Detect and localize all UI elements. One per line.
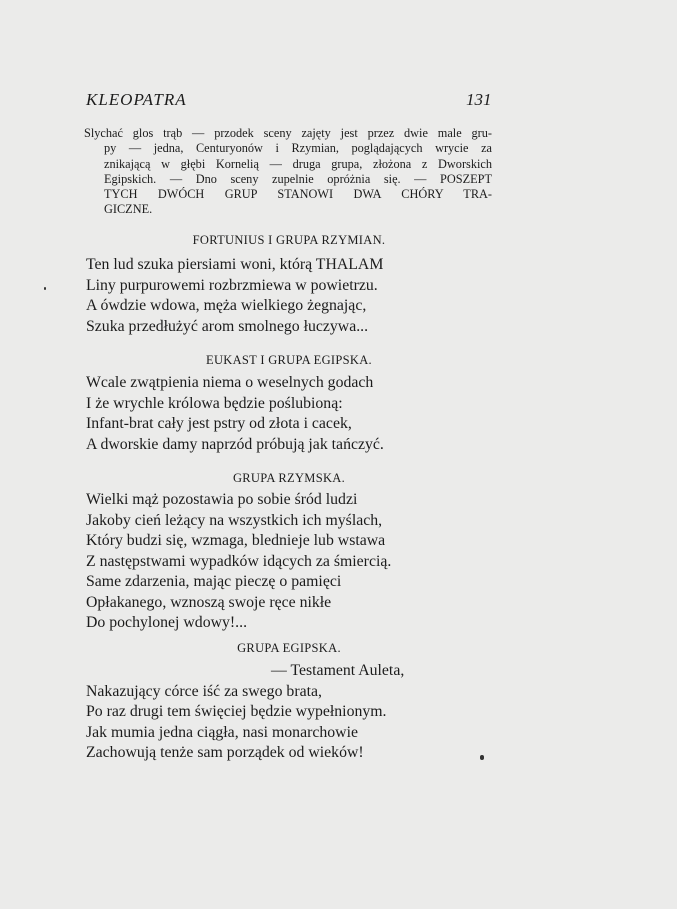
verse-line: Szuka przedłużyć arom smolnego łuczywa... [86,317,369,335]
verse-line: Liny purpurowemi rozbrzmiewa w powietrzu. [86,276,378,294]
section-heading: GRUPA RZYMSKA. [232,471,346,485]
verse-line: Z następstwami wypadków idących za śmiercią. [86,552,392,570]
verse-block [86,661,404,764]
verse-line: Który budzi się, wzmaga, blednieje lub wstawa [86,532,386,549]
verse-line: A ówdzie wdowa, męża wielkiego żegnając, [86,297,367,314]
section-heading: GRUPA EGIPSKA. [237,641,341,655]
stage-line: py — jedna, Centuryonów i Rzymian, poglądających wrycie za [104,141,492,156]
verse-line: Ten lud szuka piersiami woni, którą THALAM [86,256,384,273]
running-title: KLEOPATRA [86,90,187,109]
verse-line: Do pochylonej wdowy!... [86,614,248,631]
verse-line: Jak mumia jedna ciągła, nasi monarchowie [86,723,358,741]
stage-line: Slychać glos trąb — przodek sceny zajęty jest przez dwie male gru- [84,126,492,140]
verse-line: A dworskie damy naprzód próbują jak tańczyć. [86,435,384,453]
verse-line: Wcale zwątpienia niema o weselnych godach [86,374,374,391]
verse-line: Nakazujący córce iść za swego brata, [86,682,322,700]
section-heading: EUKAST I GRUPA EGIPSKA. [206,353,372,367]
verse-line: I że wrychle królowa będzie poślubioną: [86,394,343,412]
stage-line: TYCH DWÓCH GRUP STANOWI DWA CHÓRY TRA- [104,187,492,202]
verse-block [86,255,383,337]
verse-line: Zachowują tenże sam porządek od wieków! [86,744,364,761]
verse-line: Jakoby cień leżący na wszystkich ich myślach, [86,511,383,529]
stage-direction [84,126,492,218]
verse-line: Same zdarzenia, mając pieczę o pamięci [86,573,342,590]
ink-speck [480,755,484,760]
section-heading: FORTUNIUS I GRUPA RZYMIAN. [192,233,386,247]
page-number: 131 [466,90,492,109]
verse-line: — Testament Auleta, [271,662,405,679]
ink-speck [44,287,46,290]
stage-line: GICZNE. [104,202,153,217]
verse-line: Opłakanego, wznoszą swoje ręce nikłe [86,593,332,611]
verse-line: Wielki mąż pozostawia po sobie śród ludzi [86,491,358,508]
verse-line: Po raz drugi tem święciej będzie wypełnionym. [86,703,387,720]
verse-line: Infant-brat cały jest pstry od złota i cacek, [86,415,352,432]
verse-block [86,373,384,455]
verse-block [86,490,391,634]
stage-line: Egipskich. — Dno sceny zupelnie opróżnia się. — POSZEPT [104,171,492,186]
stage-line: znikającą w głębi Kornelią — druga grupa, złożona z Dworskich [104,156,492,171]
